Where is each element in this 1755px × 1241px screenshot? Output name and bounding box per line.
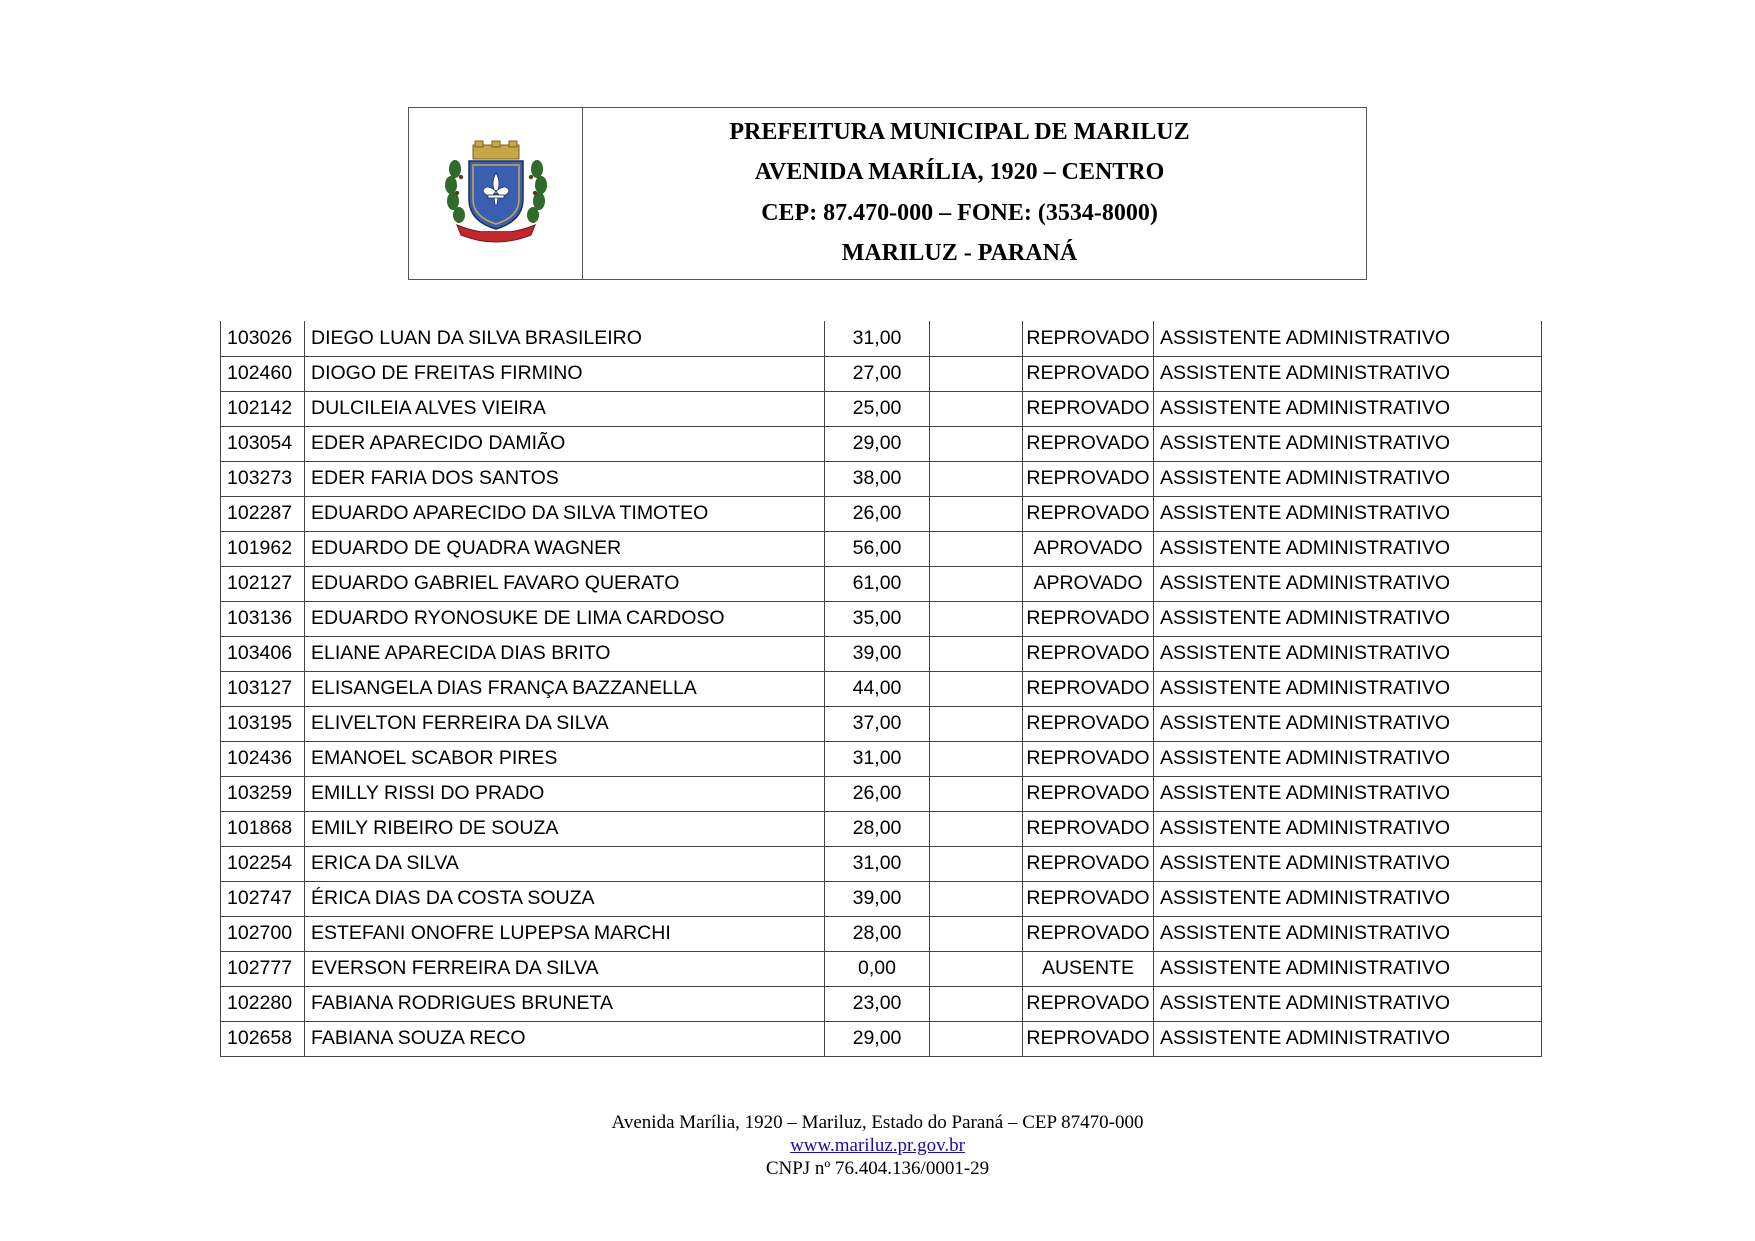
letterhead: [408, 107, 1367, 280]
empty-cell: [930, 636, 1023, 671]
candidate-status: REPROVADO: [1023, 601, 1154, 636]
table-row: [221, 741, 1542, 776]
candidate-role: ASSISTENTE ADMINISTRATIVO: [1154, 846, 1542, 881]
candidate-status: REPROVADO: [1023, 916, 1154, 951]
candidate-status: REPROVADO: [1023, 496, 1154, 531]
table-row: [221, 461, 1542, 496]
candidate-score: 26,00: [825, 776, 930, 811]
candidate-role: ASSISTENTE ADMINISTRATIVO: [1154, 496, 1542, 531]
candidate-id: 102658: [221, 1021, 305, 1056]
candidate-role: ASSISTENTE ADMINISTRATIVO: [1154, 636, 1542, 671]
candidate-name: ELIANE APARECIDA DIAS BRITO: [305, 636, 825, 671]
table-row: [221, 566, 1542, 601]
candidate-name: EDER APARECIDO DAMIÃO: [305, 426, 825, 461]
candidate-role: ASSISTENTE ADMINISTRATIVO: [1154, 986, 1542, 1021]
institution-name: PREFEITURA MUNICIPAL DE MARILUZ: [729, 119, 1190, 146]
letterhead-text: [583, 108, 1366, 279]
candidate-role: ASSISTENTE ADMINISTRATIVO: [1154, 321, 1542, 356]
table-row: [221, 951, 1542, 986]
empty-cell: [930, 321, 1023, 356]
footer-website-link[interactable]: www.mariluz.pr.gov.br: [790, 1135, 965, 1156]
empty-cell: [930, 706, 1023, 741]
candidate-id: 102436: [221, 741, 305, 776]
institution-address: AVENIDA MARÍLIA, 1920 – CENTRO: [754, 159, 1165, 186]
candidate-name: DIOGO DE FREITAS FIRMINO: [305, 356, 825, 391]
candidate-status: REPROVADO: [1023, 986, 1154, 1021]
candidate-status: REPROVADO: [1023, 846, 1154, 881]
empty-cell: [930, 951, 1023, 986]
candidate-id: 103127: [221, 671, 305, 706]
footer-cnpj: CNPJ nº 76.404.136/0001-29: [765, 1158, 990, 1179]
page-footer: [0, 1111, 1755, 1180]
table-row: [221, 706, 1542, 741]
candidate-id: 101868: [221, 811, 305, 846]
empty-cell: [930, 496, 1023, 531]
candidate-role: ASSISTENTE ADMINISTRATIVO: [1154, 671, 1542, 706]
candidate-name: ESTEFANI ONOFRE LUPEPSA MARCHI: [305, 916, 825, 951]
candidate-status: APROVADO: [1023, 531, 1154, 566]
candidate-role: ASSISTENTE ADMINISTRATIVO: [1154, 566, 1542, 601]
empty-cell: [930, 601, 1023, 636]
candidate-role: ASSISTENTE ADMINISTRATIVO: [1154, 706, 1542, 741]
candidate-name: EMANOEL SCABOR PIRES: [305, 741, 825, 776]
table-row: [221, 531, 1542, 566]
candidate-id: 102700: [221, 916, 305, 951]
candidate-score: 56,00: [825, 531, 930, 566]
candidate-role: ASSISTENTE ADMINISTRATIVO: [1154, 461, 1542, 496]
candidate-score: 39,00: [825, 881, 930, 916]
candidate-name: DIEGO LUAN DA SILVA BRASILEIRO: [305, 321, 825, 356]
candidate-name: FABIANA SOUZA RECO: [305, 1021, 825, 1056]
footer-address: Avenida Marília, 1920 – Mariluz, Estado do Paraná – CEP 87470-000: [611, 1112, 1144, 1133]
candidate-id: 102777: [221, 951, 305, 986]
candidate-role: ASSISTENTE ADMINISTRATIVO: [1154, 531, 1542, 566]
candidate-score: 28,00: [825, 811, 930, 846]
candidate-id: 102254: [221, 846, 305, 881]
institution-cep-phone: CEP: 87.470-000 – FONE: (3534-8000): [761, 199, 1158, 226]
candidate-status: REPROVADO: [1023, 811, 1154, 846]
candidate-status: REPROVADO: [1023, 636, 1154, 671]
candidate-status: AUSENTE: [1023, 951, 1154, 986]
candidate-score: 29,00: [825, 1021, 930, 1056]
candidate-status: REPROVADO: [1023, 671, 1154, 706]
candidate-role: ASSISTENTE ADMINISTRATIVO: [1154, 741, 1542, 776]
empty-cell: [930, 391, 1023, 426]
candidate-score: 0,00: [825, 951, 930, 986]
candidate-id: 103026: [221, 321, 305, 356]
candidate-id: 102280: [221, 986, 305, 1021]
empty-cell: [930, 566, 1023, 601]
candidate-score: 35,00: [825, 601, 930, 636]
candidate-id: 103406: [221, 636, 305, 671]
candidate-status: REPROVADO: [1023, 321, 1154, 356]
empty-cell: [930, 1021, 1023, 1056]
candidate-status: REPROVADO: [1023, 706, 1154, 741]
municipal-coat-of-arms-logo: [441, 139, 551, 249]
empty-cell: [930, 846, 1023, 881]
candidate-score: 37,00: [825, 706, 930, 741]
empty-cell: [930, 986, 1023, 1021]
table-row: [221, 636, 1542, 671]
candidate-role: ASSISTENTE ADMINISTRATIVO: [1154, 391, 1542, 426]
candidate-role: ASSISTENTE ADMINISTRATIVO: [1154, 916, 1542, 951]
candidate-name: EVERSON FERREIRA DA SILVA: [305, 951, 825, 986]
candidate-score: 26,00: [825, 496, 930, 531]
institution-city-state: MARILUZ - PARANÁ: [841, 239, 1078, 266]
candidate-name: EDUARDO DE QUADRA WAGNER: [305, 531, 825, 566]
candidate-name: EDUARDO APARECIDO DA SILVA TIMOTEO: [305, 496, 825, 531]
candidate-role: ASSISTENTE ADMINISTRATIVO: [1154, 881, 1542, 916]
empty-cell: [930, 356, 1023, 391]
candidate-score: 31,00: [825, 741, 930, 776]
candidate-score: 23,00: [825, 986, 930, 1021]
candidate-id: 101962: [221, 531, 305, 566]
candidate-score: 31,00: [825, 321, 930, 356]
candidate-id: 102747: [221, 881, 305, 916]
candidate-name: DULCILEIA ALVES VIEIRA: [305, 391, 825, 426]
table-row: [221, 1021, 1542, 1056]
candidate-name: EDUARDO RYONOSUKE DE LIMA CARDOSO: [305, 601, 825, 636]
candidate-score: 44,00: [825, 671, 930, 706]
candidate-id: 103259: [221, 776, 305, 811]
empty-cell: [930, 426, 1023, 461]
table-row: [221, 671, 1542, 706]
table-row: [221, 601, 1542, 636]
candidate-id: 103054: [221, 426, 305, 461]
empty-cell: [930, 671, 1023, 706]
candidate-status: APROVADO: [1023, 566, 1154, 601]
empty-cell: [930, 461, 1023, 496]
candidate-status: REPROVADO: [1023, 776, 1154, 811]
candidate-role: ASSISTENTE ADMINISTRATIVO: [1154, 601, 1542, 636]
candidate-status: REPROVADO: [1023, 1021, 1154, 1056]
table-row: [221, 496, 1542, 531]
candidate-role: ASSISTENTE ADMINISTRATIVO: [1154, 356, 1542, 391]
candidate-score: 28,00: [825, 916, 930, 951]
candidate-status: REPROVADO: [1023, 741, 1154, 776]
candidate-role: ASSISTENTE ADMINISTRATIVO: [1154, 776, 1542, 811]
candidate-id: 103195: [221, 706, 305, 741]
empty-cell: [930, 916, 1023, 951]
table-row: [221, 426, 1542, 461]
candidate-role: ASSISTENTE ADMINISTRATIVO: [1154, 951, 1542, 986]
candidate-name: ÉRICA DIAS DA COSTA SOUZA: [305, 881, 825, 916]
candidate-role: ASSISTENTE ADMINISTRATIVO: [1154, 426, 1542, 461]
candidate-score: 27,00: [825, 356, 930, 391]
empty-cell: [930, 531, 1023, 566]
empty-cell: [930, 776, 1023, 811]
candidate-score: 29,00: [825, 426, 930, 461]
table-row: [221, 321, 1542, 356]
candidate-status: REPROVADO: [1023, 356, 1154, 391]
table-row: [221, 986, 1542, 1021]
empty-cell: [930, 741, 1023, 776]
results-table-body: [221, 321, 1542, 1056]
table-row: [221, 776, 1542, 811]
table-row: [221, 391, 1542, 426]
candidate-status: REPROVADO: [1023, 461, 1154, 496]
table-row: [221, 846, 1542, 881]
candidate-score: 25,00: [825, 391, 930, 426]
candidate-role: ASSISTENTE ADMINISTRATIVO: [1154, 1021, 1542, 1056]
candidate-score: 61,00: [825, 566, 930, 601]
table-row: [221, 881, 1542, 916]
candidate-name: FABIANA RODRIGUES BRUNETA: [305, 986, 825, 1021]
candidate-id: 102142: [221, 391, 305, 426]
candidate-status: REPROVADO: [1023, 391, 1154, 426]
results-table: [220, 321, 1542, 1057]
candidate-role: ASSISTENTE ADMINISTRATIVO: [1154, 811, 1542, 846]
candidate-score: 39,00: [825, 636, 930, 671]
candidate-score: 31,00: [825, 846, 930, 881]
candidate-name: ELIVELTON FERREIRA DA SILVA: [305, 706, 825, 741]
candidate-name: EDUARDO GABRIEL FAVARO QUERATO: [305, 566, 825, 601]
candidate-score: 38,00: [825, 461, 930, 496]
candidate-name: EDER FARIA DOS SANTOS: [305, 461, 825, 496]
candidate-name: ELISANGELA DIAS FRANÇA BAZZANELLA: [305, 671, 825, 706]
candidate-id: 102127: [221, 566, 305, 601]
empty-cell: [930, 811, 1023, 846]
candidate-name: EMILY RIBEIRO DE SOUZA: [305, 811, 825, 846]
candidate-status: REPROVADO: [1023, 881, 1154, 916]
table-row: [221, 356, 1542, 391]
logo-cell: [409, 108, 583, 279]
table-row: [221, 811, 1542, 846]
candidate-id: 103273: [221, 461, 305, 496]
candidate-name: ERICA DA SILVA: [305, 846, 825, 881]
table-row: [221, 916, 1542, 951]
candidate-status: REPROVADO: [1023, 426, 1154, 461]
candidate-id: 102287: [221, 496, 305, 531]
candidate-id: 102460: [221, 356, 305, 391]
candidate-id: 103136: [221, 601, 305, 636]
empty-cell: [930, 881, 1023, 916]
candidate-name: EMILLY RISSI DO PRADO: [305, 776, 825, 811]
